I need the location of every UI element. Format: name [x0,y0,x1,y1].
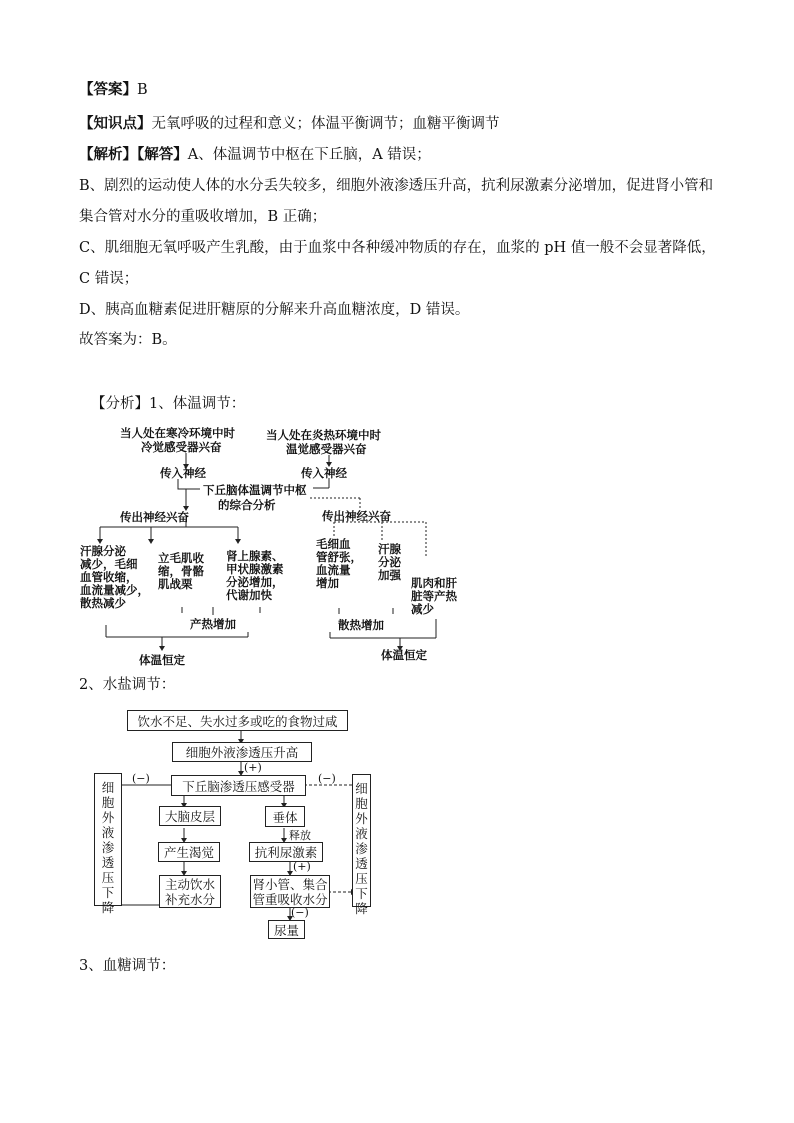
water-plus-1: (+) [244,761,262,774]
thermo-center-line1: 下丘脑体温调节中枢 [203,483,307,497]
water-pituitary-box: 垂体 [265,806,305,827]
analysis-line-2: 集合管对水分的重吸收增加，B 正确； [79,209,327,225]
answer-value: B [137,82,148,98]
water-adh-box: 抗利尿激素 [249,842,323,862]
thermo-constant-left: 体温恒定 [139,653,185,667]
water-side-right-box: 细胞外液渗透压下降 [352,774,371,907]
answer-tag: 【答案】 [79,81,137,98]
analysis-line-6: 故答案为：B。 [79,332,177,348]
water-osmotic-rise-box: 细胞外液渗透压升高 [172,742,312,762]
thermo-efferent-left: 传出神经兴奋 [120,510,189,524]
thermo-constant-right: 体温恒定 [381,648,427,662]
thermo-hot-line1: 当人处在炎热环境中时 [266,428,381,442]
water-section-title: 2、水盐调节： [79,677,176,693]
thermo-cold-line1: 当人处在寒冷环境中时 [120,426,235,440]
water-minus-3: (−) [291,906,309,919]
water-side-left-box: 细胞外液渗透压下降 [94,773,122,906]
thermo-effect-sweat-increase: 汗腺 分泌 加强 [378,542,401,582]
water-thirst-box: 产生渴觉 [158,842,220,862]
thermo-efferent-right: 传出神经兴奋 [322,509,391,523]
analysis-tag: 【解析】【解答】 [79,146,188,163]
analysis-line-4: C 错误； [79,271,139,287]
water-drink-box: 主动饮水 补充水分 [159,875,221,908]
water-kidney-box: 肾小管、集合 管重吸收水分 [250,875,330,908]
water-cortex-box: 大脑皮层 [159,806,221,826]
analysis-line-1: B、剧烈的运动使人体的水分丢失较多，细胞外液渗透压升高，抗利尿激素分泌增加，促进肾小管和 [79,178,714,194]
thermo-effect-sweat-decrease: 汗腺分泌 减少，毛细 血管收缩， 血流量减少， 散热减少 [80,544,149,610]
water-release-label: 释放 [289,829,311,842]
water-plus-2: (+) [293,860,311,873]
analysis-section-title: 【分析】1、体温调节： [91,396,246,412]
analysis-text: A、体温调节中枢在下丘脑，A 错误； [187,147,431,163]
knowledge-tag: 【知识点】 [79,115,152,132]
water-minus-right: (−) [318,772,336,785]
thermo-effect-heat-reduce: 肌肉和肝 脏等产热 减少 [411,576,457,616]
water-urine-box: 尿量 [268,920,305,939]
thermo-hot-line2: 温觉感受器兴奋 [286,442,367,456]
thermo-afferent-left: 传入神经 [160,466,206,480]
thermo-afferent-right: 传入神经 [301,466,347,480]
thermo-heat-dissipation: 散热增加 [338,618,384,632]
thermo-effect-hormone: 肾上腺素、 甲状腺激素 分泌增加， 代谢加快 [226,549,284,602]
thermo-cold-line2: 冷觉感受器兴奋 [141,440,222,454]
sugar-section-title: 3、血糖调节： [79,958,176,974]
thermo-effect-vasodilate: 毛细血 管舒张， 血流量 增加 [316,537,362,590]
water-receptor-box: 下丘脑渗透压感受器 [171,775,306,796]
analysis-line-5: D、胰高血糖素促进肝糖原的分解来升高血糖浓度，D 错误。 [79,302,470,318]
water-trigger-box: 饮水不足、失水过多或吃的食物过咸 [127,710,348,731]
knowledge-text: 无氧呼吸的过程和意义；体温平衡调节；血糖平衡调节 [151,116,500,132]
thermo-center-line2: 的综合分析 [218,498,276,512]
thermo-heat-production: 产热增加 [190,617,236,631]
thermo-effect-shiver: 立毛肌收 缩，骨骼 肌战栗 [158,551,204,591]
water-minus-left: (−) [132,772,150,785]
analysis-line-3: C、肌细胞无氧呼吸产生乳酸，由于血浆中各种缓冲物质的存在，血浆的 pH 值一般不会显著降低， [79,240,716,256]
